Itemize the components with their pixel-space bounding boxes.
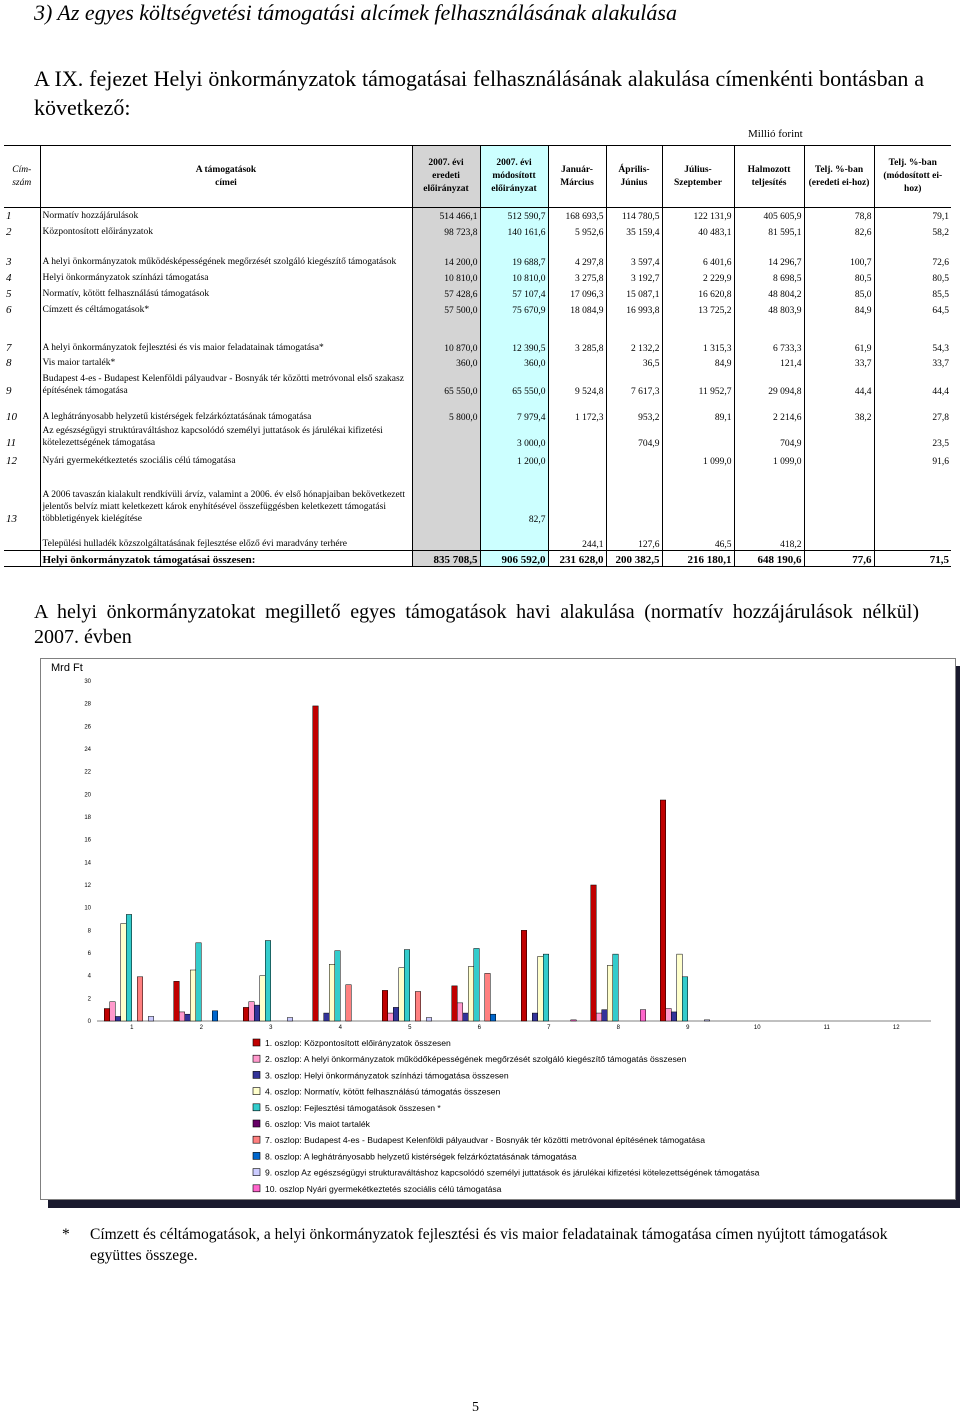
row-value-1 [412,449,480,467]
bar-series-5-cat-8 [613,954,619,1021]
bar-series-4-cat-7 [538,956,544,1021]
row-value-1: 14 200,0 [412,238,480,268]
row-value-7 [804,423,874,449]
row-value-3 [548,449,606,467]
row-value-7: 78,8 [804,208,874,222]
table-row [4,525,951,551]
y-tick-label: 28 [84,701,91,708]
x-tick-label: 12 [892,1025,900,1031]
row-value-2: 3 000,0 [480,423,548,449]
row-value-8: 80,5 [874,268,951,284]
bar-series-5-cat-3 [265,941,271,1021]
row-title: Címzett és céltámogatások* [40,300,412,316]
legend-label-7: 7. oszlop: Budapest 4-es - Budapest Kelenföldi pályaudvar - Bosnyák tér közötti metróvonal építésének támogatása [265,1135,705,1146]
table-row [4,328,951,354]
bar-series-1-cat-5 [382,990,388,1021]
col-header-q3: Július-Szeptember [662,146,734,208]
legend-swatch-9 [253,1169,260,1176]
col-header-pct-original: Telj. %-ban (eredeti ei-hoz) [804,146,874,208]
table-row [4,369,951,397]
bar-series-4-cat-9 [677,954,683,1021]
y-tick-label: 6 [87,951,91,957]
row-value-7: 33,7 [804,354,874,369]
row-value-5: 16 620,8 [662,284,734,300]
row-value-1: 360,0 [412,354,480,369]
bar-series-3-cat-3 [254,1005,260,1021]
row-number: 5 [6,287,12,300]
y-tick-label: 30 [84,679,91,685]
bar-chart [41,659,955,1199]
row-title: Budapest 4-es - Budapest Kelenföldi pályaudvar - Bosnyák tér közötti metróvonal első szakasz építésének támogatása [40,369,412,397]
row-value-4: 953,2 [606,397,662,423]
row-value-4: 3 597,4 [606,238,662,268]
y-tick-label: 24 [84,747,91,753]
col-header-modified: 2007. évi módosított előirányzat [480,146,548,208]
bar-series-2-cat-5 [388,1013,394,1021]
bar-series-4-cat-1 [121,924,127,1021]
total-title: Helyi önkormányzatok támogatásai összesen: [40,551,412,567]
row-value-6: 405 605,9 [734,208,804,222]
x-tick-label: 3 [269,1025,273,1031]
bar-series-4-cat-4 [329,964,335,1021]
total-value-8: 71,5 [874,551,951,567]
row-value-3: 1 172,3 [548,397,606,423]
row-value-4: 16 993,8 [606,300,662,316]
row-number: 11 [6,436,17,449]
row-value-6: 29 094,8 [734,369,804,397]
row-value-1: 10 870,0 [412,328,480,354]
row-value-1: 98 723,8 [412,222,480,238]
row-value-6: 81 595,1 [734,222,804,238]
legend-label-8: 8. oszlop: A leghátrányosabb helyzetű kistérségek felzárkóztatásának támogatása [265,1151,577,1162]
row-value-2: 19 688,7 [480,238,548,268]
bar-series-3-cat-7 [532,1013,538,1021]
x-tick-label: 10 [753,1025,761,1031]
row-value-8: 54,3 [874,328,951,354]
row-value-5: 40 483,1 [662,222,734,238]
bar-series-3-cat-4 [324,1013,330,1021]
bar-series-9-cat-5 [426,1018,432,1021]
row-number [4,525,40,551]
row-number: 3 [6,255,12,268]
row-value-1 [412,467,480,525]
row-value-6: 6 733,3 [734,328,804,354]
row-number: 7 [6,341,12,354]
bar-series-8-cat-6 [490,1014,496,1021]
bar-series-5-cat-1 [126,914,132,1021]
row-value-5: 89,1 [662,397,734,423]
legend-label-4: 4. oszlop: Normatív, kötött felhasználású támogatás összesen [265,1086,501,1097]
row-title: Az egészségügyi struktúraváltáshoz kapcsolódó személyi juttatások és járulékai kifizetési kötelezettségének támogatása [40,423,412,449]
row-value-3 [548,354,606,369]
row-number: 13 [6,512,17,525]
row-value-2: 12 390,5 [480,328,548,354]
page-number: 5 [472,1400,479,1415]
row-value-8: 58,2 [874,222,951,238]
row-value-3: 168 693,5 [548,208,606,222]
row-value-2: 75 670,9 [480,300,548,316]
row-value-5: 11 952,7 [662,369,734,397]
y-tick-label: 0 [87,1019,91,1025]
total-row [4,551,951,567]
legend-swatch-8 [253,1152,260,1159]
bar-series-4-cat-6 [468,967,474,1021]
bar-series-1-cat-8 [591,885,597,1021]
bar-series-3-cat-8 [602,1010,608,1021]
legend-swatch-4 [253,1088,260,1095]
row-value-6: 121,4 [734,354,804,369]
row-value-4: 3 192,7 [606,268,662,284]
row-value-8: 91,6 [874,449,951,467]
row-number: 8 [6,356,12,369]
bar-series-4-cat-2 [190,970,196,1021]
row-value-4 [606,449,662,467]
bar-series-5-cat-2 [196,943,202,1021]
y-tick-label: 10 [84,905,91,912]
row-number: 1 [6,209,12,222]
bar-series-3-cat-2 [185,1014,191,1021]
col-header-q1: Január-Március [548,146,606,208]
row-value-3: 4 297,8 [548,238,606,268]
row-value-3: 17 096,3 [548,284,606,300]
bar-series-1-cat-1 [104,1009,110,1021]
x-tick-label: 8 [616,1025,620,1031]
bar-series-4-cat-8 [607,965,613,1021]
row-value-1: 5 800,0 [412,397,480,423]
row-value-4: 114 780,5 [606,208,662,222]
row-value-1: 10 810,0 [412,268,480,284]
row-value-7: 80,5 [804,268,874,284]
bar-series-9-cat-9 [704,1020,710,1021]
x-tick-label: 2 [199,1025,203,1031]
col-header-pct-modified: Telj. %-ban (módosított ei-hoz) [874,146,951,208]
row-value-7 [804,449,874,467]
bar-series-7-cat-4 [346,985,352,1021]
footnote-text: Címzett és céltámogatások, a helyi önkormányzatok fejlesztési és vis maior feladatainak támogatása címen nyújtott támogatások együttes összege. [90,1226,888,1264]
row-value-5: 6 401,6 [662,238,734,268]
col-header-cimszam: Cím-szám [4,146,40,208]
row-value-6: 2 214,6 [734,397,804,423]
bar-series-5-cat-9 [682,977,688,1021]
row-value-8: 33,7 [874,354,951,369]
row-title: Normatív, kötött felhasználású támogatások [40,284,412,300]
y-tick-label: 8 [87,928,91,935]
bar-series-5-cat-6 [474,948,480,1021]
legend-label-10: 10. oszlop Nyári gyermekétkeztetés szociális célú támogatása [265,1183,502,1194]
bar-series-8-cat-2 [212,1011,218,1021]
row-value-8 [874,525,951,551]
row-value-4: 2 132,2 [606,328,662,354]
y-tick-label: 4 [87,973,91,980]
row-value-2: 65 550,0 [480,369,548,397]
legend-swatch-3 [253,1071,260,1078]
col-header-q2: Április-Június [606,146,662,208]
row-value-1: 57 500,0 [412,300,480,316]
row-value-8: 85,5 [874,284,951,300]
row-value-5: 84,9 [662,354,734,369]
y-tick-label: 2 [87,996,91,1003]
row-title: Helyi önkormányzatok színházi támogatása [40,268,412,284]
bar-series-4-cat-3 [260,976,266,1021]
y-tick-label: 16 [84,837,91,844]
x-tick-label: 1 [130,1025,134,1031]
bar-series-1-cat-2 [174,981,180,1021]
bar-series-10-cat-8 [640,1010,646,1021]
row-title: Települési hulladék közszolgáltatásának fejlesztése előző évi maradvány terhére [40,525,412,551]
row-value-4: 704,9 [606,423,662,449]
table-body [4,208,951,567]
col-header-cumulative: Halmozott teljesítés [734,146,804,208]
total-value-5: 216 180,1 [662,551,734,567]
legend-label-9: 9. oszlop Az egészségügyi strukturaváltáshoz kapcsolódó személyi juttatások és járulékai kifizetési kötelezettségének támogatása [265,1167,760,1178]
table-row [4,397,951,423]
legend-label-1: 1. oszlop: Központosított előirányzatok összesen [265,1038,451,1048]
y-tick-label: 18 [84,815,91,821]
table-row [4,284,951,300]
x-tick-label: 5 [408,1025,412,1031]
row-value-4: 127,6 [606,525,662,551]
bar-series-2-cat-6 [457,1003,463,1021]
row-value-5: 2 229,9 [662,268,734,284]
total-value-1: 835 708,5 [412,551,480,567]
table-row [4,354,951,369]
col-header-original: 2007. évi eredeti előirányzat [412,146,480,208]
row-title: A helyi önkormányzatok működésképességének megőrzését szolgáló kiegészítő támogatások [40,238,412,268]
bar-series-3-cat-6 [463,1013,469,1021]
y-tick-label: 20 [84,792,91,799]
row-title: Központosított előirányzatok [40,222,412,238]
y-axis-label: Mrd Ft [51,662,83,674]
row-value-2: 512 590,7 [480,208,548,222]
legend-swatch-2 [253,1055,260,1062]
row-value-6: 418,2 [734,525,804,551]
row-title: Vis maior tartalék* [40,354,412,369]
row-value-1: 514 466,1 [412,208,480,222]
total-value-6: 648 190,6 [734,551,804,567]
footnote-star: * [62,1226,70,1243]
intro-paragraph: A IX. fejezet Helyi önkormányzatok támogatásai felhasználásának alakulása címenkénti bontásban a következő: [34,66,924,120]
row-value-5: 1 099,0 [662,449,734,467]
legend-label-6: 6. oszlop: Vis maiot tartalék [265,1119,370,1129]
row-value-5: 122 131,9 [662,208,734,222]
row-title: Normatív hozzájárulások [40,208,412,222]
row-number: 4 [6,271,12,284]
legend-swatch-5 [253,1104,260,1111]
bar-series-7-cat-6 [485,973,491,1021]
row-value-7: 82,6 [804,222,874,238]
row-value-8: 44,4 [874,369,951,397]
bar-series-3-cat-1 [115,1016,121,1021]
row-value-3: 18 084,9 [548,300,606,316]
row-value-3: 244,1 [548,525,606,551]
row-value-7: 84,9 [804,300,874,316]
row-value-3: 3 275,8 [548,268,606,284]
legend-label-2: 2. oszlop: A helyi önkormányzatok működőképességének megőrzését szolgáló kiegészítő támogatás összesen [265,1054,687,1065]
row-value-2: 360,0 [480,354,548,369]
chart-container [40,658,956,1200]
row-number: 6 [6,303,12,316]
row-value-6: 704,9 [734,423,804,449]
bar-series-2-cat-3 [249,1002,255,1021]
row-value-6: 1 099,0 [734,449,804,467]
table-row [4,268,951,284]
bar-series-1-cat-3 [243,1007,249,1021]
row-value-8: 72,6 [874,238,951,268]
budget-table [4,145,951,567]
row-value-1: 57 428,6 [412,284,480,300]
bar-series-5-cat-7 [543,954,549,1021]
row-value-7 [804,525,874,551]
row-title: Nyári gyermekétkeztetés szociális célú támogatása [40,449,412,467]
row-value-7: 44,4 [804,369,874,397]
x-tick-label: 11 [823,1025,830,1031]
table-row [4,467,951,525]
bar-series-3-cat-9 [671,1012,677,1021]
y-tick-label: 26 [84,724,91,731]
table-row [4,222,951,238]
row-value-2: 10 810,0 [480,268,548,284]
bar-series-4-cat-5 [399,968,405,1021]
total-value-3: 231 628,0 [548,551,606,567]
bar-series-2-cat-2 [179,1012,185,1021]
row-value-6 [734,467,804,525]
row-value-2: 7 979,4 [480,397,548,423]
row-value-1 [412,525,480,551]
row-value-3: 3 285,8 [548,328,606,354]
row-title: A helyi önkormányzatok fejlesztési és vis maior feladatainak támogatása* [40,328,412,354]
row-number: 9 [6,384,12,397]
table-row [4,208,951,222]
row-value-8 [874,467,951,525]
bar-series-3-cat-5 [393,1007,399,1021]
row-value-5 [662,423,734,449]
row-value-4 [606,467,662,525]
row-value-1 [412,423,480,449]
unit-label: Millió forint [748,128,803,140]
col-header-title: A támogatások címei [40,146,412,208]
x-tick-label: 9 [686,1025,690,1031]
row-value-3 [548,423,606,449]
bar-series-1-cat-9 [660,800,666,1021]
section-heading: 3) Az egyes költségvetési támogatási alcímek felhasználásának alakulása [34,0,677,25]
bar-series-1-cat-4 [313,706,319,1021]
row-value-1: 65 550,0 [412,369,480,397]
y-tick-label: 22 [84,769,91,776]
row-value-4: 35 159,4 [606,222,662,238]
row-value-7: 61,9 [804,328,874,354]
row-value-8: 23,5 [874,423,951,449]
row-number: 10 [6,410,17,423]
y-tick-label: 14 [84,860,91,867]
row-title: A leghátrányosabb helyzetű kistérségek felzárkóztatásának támogatása [40,397,412,423]
row-value-7: 38,2 [804,397,874,423]
row-value-8: 64,5 [874,300,951,316]
spacer-row [4,316,951,328]
bar-series-1-cat-6 [452,986,458,1021]
row-value-5: 46,5 [662,525,734,551]
row-value-6: 48 803,9 [734,300,804,316]
y-tick-label: 12 [84,883,91,889]
row-value-5: 1 315,3 [662,328,734,354]
legend-swatch-6 [253,1120,260,1127]
x-tick-label: 6 [477,1025,481,1031]
row-value-2: 82,7 [480,467,548,525]
x-tick-label: 4 [338,1025,342,1031]
row-value-3: 5 952,6 [548,222,606,238]
legend-label-3: 3. oszlop: Helyi önkormányzatok színházi támogatása összesen [265,1070,509,1081]
row-value-7 [804,467,874,525]
row-value-5 [662,467,734,525]
row-value-4: 7 617,3 [606,369,662,397]
table-row [4,449,951,467]
bar-series-2-cat-9 [666,1009,672,1021]
bar-series-10-cat-7 [571,1020,577,1021]
row-value-2: 140 161,6 [480,222,548,238]
row-value-4: 36,5 [606,354,662,369]
row-value-6: 14 296,7 [734,238,804,268]
row-title: A 2006 tavaszán kialakult rendkívüli árvíz, valamint a 2006. év első hónapjaiban bekövetkezett jelentős belvíz miatt keletkezett károk enyhítésével összefüggésben keletkezett támogatási többletigények kielégítése [40,467,412,525]
chart-heading: A helyi önkormányzatokat megillető egyes támogatások havi alakulása (normatív hozzájárulások nélkül) 2007. évben [34,601,919,648]
row-value-7: 85,0 [804,284,874,300]
legend-swatch-7 [253,1136,260,1143]
bar-series-1-cat-7 [521,930,527,1021]
legend-swatch-10 [253,1185,260,1192]
row-number: 2 [6,225,12,238]
row-value-6: 8 698,5 [734,268,804,284]
row-value-8: 79,1 [874,208,951,222]
bar-series-7-cat-5 [415,992,421,1021]
total-value-4: 200 382,5 [606,551,662,567]
legend-label-5: 5. oszlop: Fejlesztési támogatások összesen * [265,1102,441,1113]
row-number: 12 [6,454,17,467]
bar-series-7-cat-1 [137,977,143,1021]
total-value-2: 906 592,0 [480,551,548,567]
row-value-2: 57 107,4 [480,284,548,300]
row-value-3: 9 524,8 [548,369,606,397]
table-row [4,238,951,268]
bar-series-9-cat-1 [148,1016,154,1021]
row-value-7: 100,7 [804,238,874,268]
table-row [4,300,951,316]
row-value-2: 1 200,0 [480,449,548,467]
row-value-5: 13 725,2 [662,300,734,316]
x-tick-label: 7 [547,1025,551,1031]
total-value-7: 77,6 [804,551,874,567]
bar-series-5-cat-5 [404,950,410,1021]
row-value-3 [548,467,606,525]
row-value-2 [480,525,548,551]
bar-series-2-cat-1 [110,1002,116,1021]
row-value-6: 48 804,2 [734,284,804,300]
bar-series-5-cat-4 [335,951,341,1021]
bar-series-2-cat-8 [596,1013,602,1021]
row-value-4: 15 087,1 [606,284,662,300]
table-row [4,423,951,449]
row-value-8: 27,8 [874,397,951,423]
legend-swatch-1 [253,1039,260,1046]
bar-series-9-cat-3 [287,1018,293,1021]
